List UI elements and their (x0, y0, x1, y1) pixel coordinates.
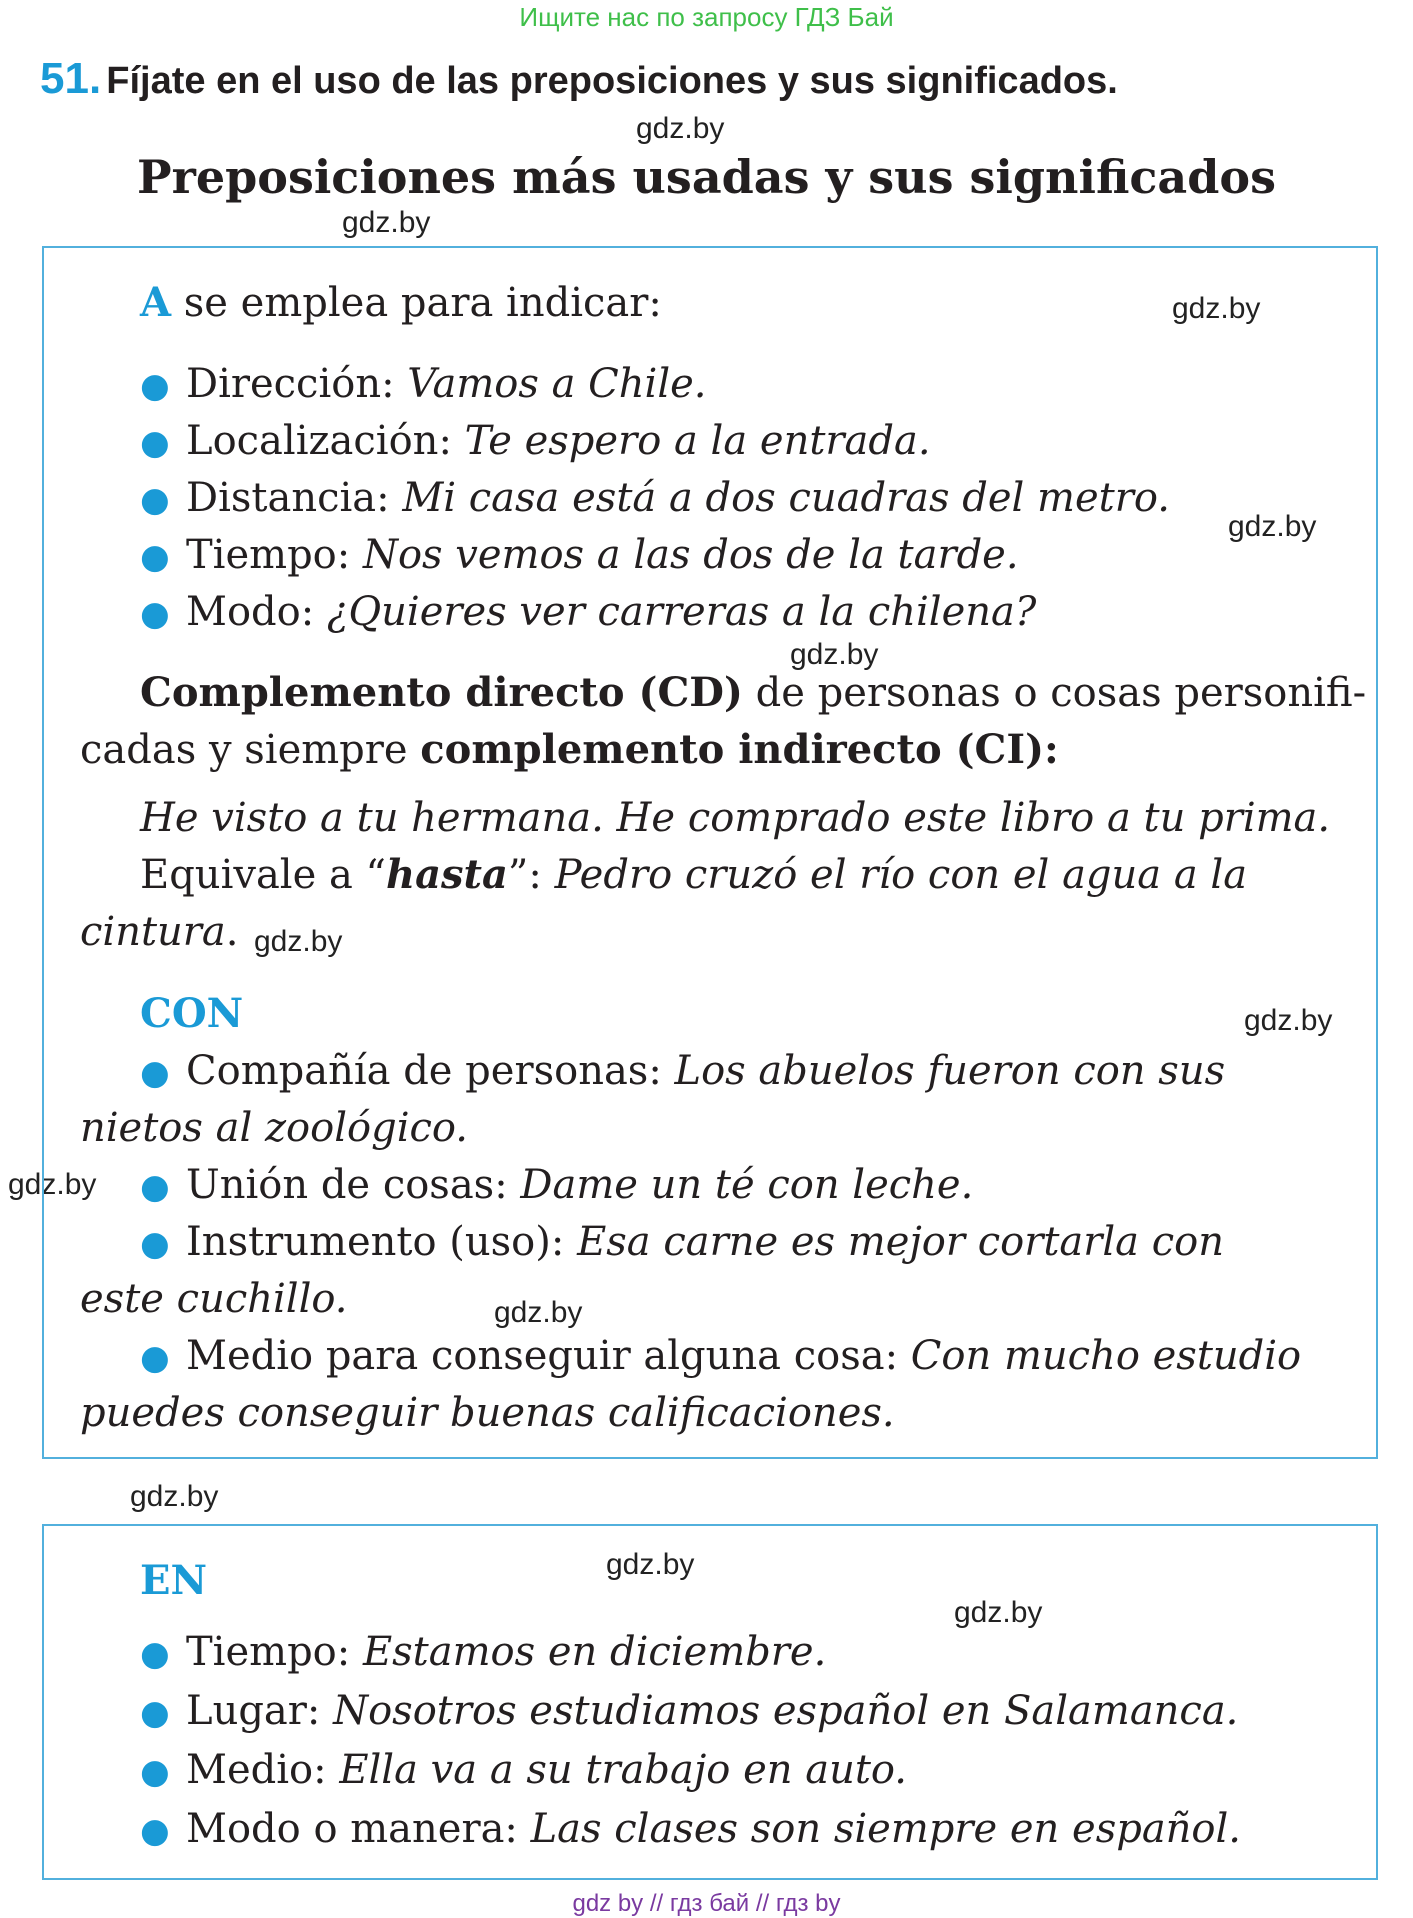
list-item-continuation: este cuchillo. (80, 1276, 348, 1322)
top-banner: Ищите нас по запросу ГДЗ Бай (519, 2, 894, 32)
cd-line-1: Complemento directo (CD) de personas o cosas personifi- (140, 669, 1367, 716)
watermark: gdz.by (606, 1548, 695, 1581)
bullet-icon: ● (140, 537, 170, 577)
keyword-con: CON (140, 990, 244, 1037)
watermark: gdz.by (1244, 1004, 1333, 1037)
list-item: ● Modo: ¿Quieres ver carreras a la chilena? (140, 589, 1037, 635)
watermark: gdz.by (8, 1168, 97, 1201)
bullet-icon: ● (140, 1634, 170, 1674)
watermark: gdz.by (790, 638, 879, 671)
bullet-icon: ● (140, 1693, 170, 1733)
bullet-icon: ● (140, 423, 170, 463)
footer-links[interactable]: gdz by // гдз бай // гдз by (572, 1890, 841, 1917)
watermark: gdz.by (954, 1596, 1043, 1629)
list-item: ● Dirección: Vamos a Chile. (140, 361, 707, 407)
bullet-icon: ● (140, 1167, 170, 1207)
list-item: ● Distancia: Mi casa está a dos cuadras del metro. (140, 475, 1170, 521)
cd-example: He visto a tu hermana. He comprado este libro a tu prima. (140, 795, 1331, 841)
bullet-icon: ● (140, 594, 170, 634)
bullet-icon: ● (140, 1811, 170, 1851)
watermark: gdz.by (254, 925, 343, 958)
bullet-icon: ● (140, 480, 170, 520)
list-item: ● Compañía de personas: Los abuelos fueron con sus (140, 1048, 1226, 1094)
hasta-line-2: cintura. (80, 909, 239, 955)
hasta-line-1: Equivale a “hasta”: Pedro cruzó el río con el agua a la (140, 851, 1248, 898)
exercise-instruction: Fíjate en el uso de las preposiciones y sus significados. (106, 60, 1118, 102)
list-item: ● Modo o manera: Las clases son siempre en español. (140, 1806, 1242, 1852)
intro-text: se emplea para indicar: (183, 280, 662, 326)
bullet-icon: ● (140, 1224, 170, 1264)
bullet-icon: ● (140, 1752, 170, 1792)
watermark: gdz.by (494, 1296, 583, 1329)
list-item: ● Tiempo: Estamos en diciembre. (140, 1629, 827, 1675)
box-a-intro (140, 279, 662, 326)
bullet-icon: ● (140, 1338, 170, 1378)
cd-line-2: cadas y siempre complemento indirecto (CI): (80, 726, 1059, 773)
watermark: gdz.by (1172, 292, 1261, 325)
list-item-continuation: puedes conseguir buenas calificaciones. (80, 1390, 895, 1436)
exercise-number: 51. (40, 54, 102, 103)
list-item: ● Unión de cosas: Dame un té con leche. (140, 1162, 974, 1208)
list-item: ● Medio para conseguir alguna cosa: Con mucho estudio (140, 1333, 1302, 1379)
bullet-icon: ● (140, 366, 170, 406)
list-item-continuation: nietos al zoológico. (80, 1105, 468, 1151)
list-item: ● Tiempo: Nos vemos a las dos de la tarde. (140, 532, 1019, 578)
watermark: gdz.by (636, 112, 725, 145)
list-item: ● Instrumento (uso): Esa carne es mejor cortarla con (140, 1219, 1224, 1265)
exercise-header (40, 54, 1118, 104)
keyword-en: EN (140, 1557, 208, 1604)
keyword-a: A (140, 279, 172, 326)
watermark: gdz.by (1228, 510, 1317, 543)
watermark: gdz.by (342, 206, 431, 239)
list-item: ● Medio: Ella va a su trabajo en auto. (140, 1747, 908, 1793)
watermark: gdz.by (130, 1480, 219, 1513)
bullet-icon: ● (140, 1053, 170, 1093)
list-item: ● Lugar: Nosotros estudiamos español en Salamanca. (140, 1688, 1239, 1734)
list-item: ● Localización: Te espero a la entrada. (140, 418, 931, 464)
page-title: Preposiciones más usadas y sus significados (137, 150, 1276, 204)
